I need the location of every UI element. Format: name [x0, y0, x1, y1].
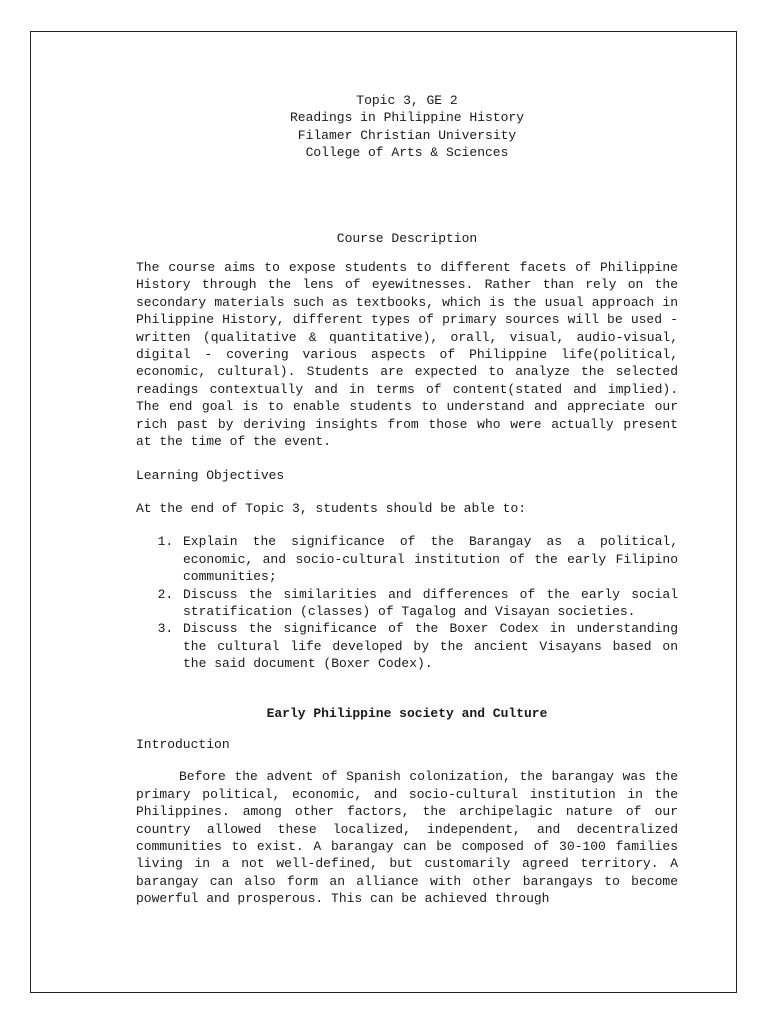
introduction-heading: Introduction: [136, 736, 230, 752]
introduction-body: Before the advent of Spanish colonization, the barangay was the primary political, economic, and socio-cultural institution in the Philippines. among other factors, the archipelagic nature of our country allowed these localized, independent, and decentralized communities to exist. A barangay can be composed of 30-100 families living in a not well-defined, but customarily agreed territory. A barangay can also form an alliance with other barangays to become powerful and prosperous. This can be achieved through: [136, 769, 678, 907]
course-description-title: Course Description: [336, 230, 478, 246]
document-content: [136, 92, 678, 908]
early-society-title: Early Philippine society and Culture: [266, 705, 548, 721]
header-course: Readings in Philippine History: [289, 110, 525, 126]
header-university: Filamer Christian University: [297, 127, 517, 143]
header-college: College of Arts & Sciences: [305, 145, 509, 161]
objective-item: 2. Discuss the similarities and differences of the early social stratification (classes) of Tagalog and Visayan societies.: [181, 586, 678, 621]
document-header: [136, 92, 678, 162]
header-topic: Topic 3, GE 2: [356, 93, 458, 108]
learning-objectives-intro: At the end of Topic 3, students should be able to:: [136, 500, 527, 516]
course-description-body: The course aims to expose students to different facets of Philippine History through the lens of eyewitnesses. Rather than rely on the secondary materials such as textbooks, which is the usual approach in Philippine History, different types of primary sources will be used - written (qualitative & quantitative), orall, visual, audio-visual, digital - covering various aspects of Philippine life(political, economic, cultural). Students are expected to analyze the selected readings contextually and in terms of content(stated and implied). The end goal is to enable students to understand and appreciate our rich past by deriving insights from those who were actually present at the time of the event.: [136, 260, 678, 450]
objective-item: 3. Discuss the significance of the Boxer Codex in understanding the cultural life developed by the ancient Visayans based on the said document (Boxer Codex).: [181, 620, 678, 672]
objective-item: 1. Explain the significance of the Barangay as a political, economic, and socio-cultural institution of the early Filipino communities;: [181, 533, 678, 585]
objectives-list: [136, 533, 678, 672]
learning-objectives-heading: Learning Objectives: [136, 467, 285, 483]
